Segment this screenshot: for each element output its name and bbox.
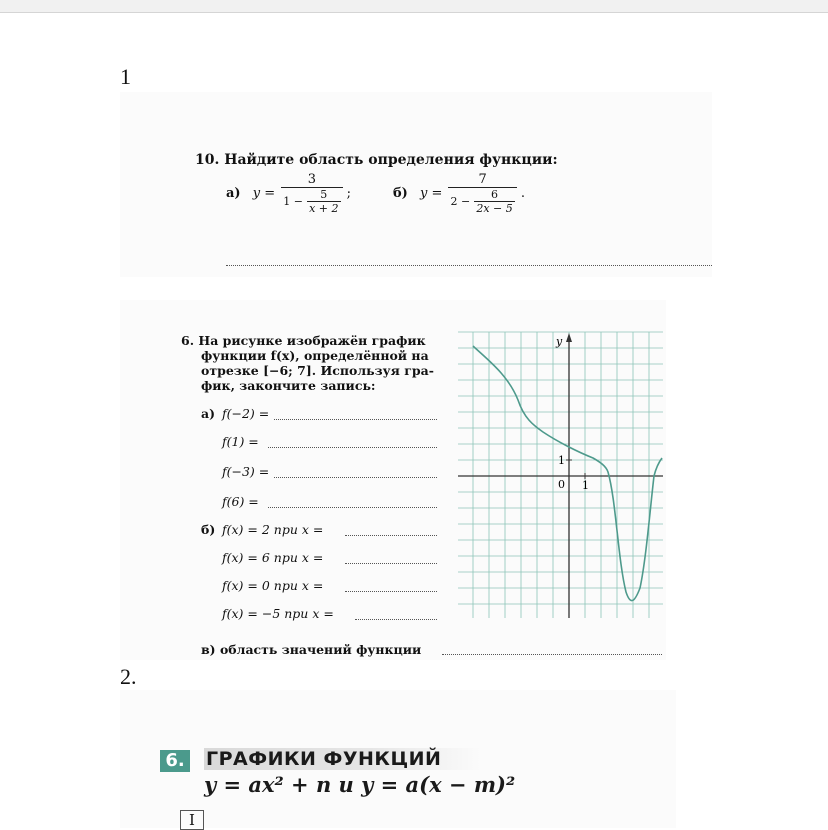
x-tick-1: 1 <box>582 479 589 492</box>
problem10-a-den-left: 1 − <box>283 195 303 208</box>
part-b-line-1 <box>345 535 437 536</box>
problem6-intro-2: функции f(x), определённой на <box>201 348 429 363</box>
problem10-a-num: 3 <box>281 172 342 188</box>
problem10-a-inner-num: 5 <box>307 188 340 202</box>
label-2: 2. <box>120 664 137 689</box>
part-a-prefix: а) <box>201 406 216 421</box>
part-a-item-3: f(−3) = <box>222 464 270 479</box>
part-c-line <box>442 654 662 655</box>
part-c-label: в) область значений функции <box>201 642 422 657</box>
problem10-a-inner-den: x + 2 <box>309 202 339 215</box>
problem6-intro-3: отрезке [−6; 7]. Используя гра- <box>201 363 434 378</box>
problem6-intro-1: 6. На рисунке изображён график <box>181 333 426 348</box>
problem10-a <box>226 172 351 215</box>
problem10-b-den <box>448 188 516 215</box>
problem10-b-prefix: б) <box>393 186 408 201</box>
part-b-line-4 <box>355 619 437 620</box>
y-axis-label: y <box>556 335 563 348</box>
part-b-line-3 <box>345 591 437 592</box>
problem10-b-num: 7 <box>448 172 516 188</box>
function-graph <box>458 330 663 618</box>
part-b-item-4: f(x) = −5 при x = <box>222 606 334 621</box>
part-a-line-2 <box>268 447 437 448</box>
graph-grid <box>458 332 663 618</box>
y-axis-arrow-icon <box>566 333 572 342</box>
part-b-line-2 <box>345 563 437 564</box>
part-a-item-1: f(−2) = <box>222 406 270 421</box>
y-tick-1: 1 <box>558 454 565 467</box>
problem10-title: 10. Найдите область определения функции: <box>195 152 558 168</box>
problem10-a-inner-fraction <box>307 188 340 215</box>
part-b-item-1: f(x) = 2 при x = <box>222 522 324 537</box>
problem10-b-end: . <box>520 186 526 201</box>
problem10-a-den <box>281 188 342 215</box>
problem10-b <box>393 172 525 215</box>
label-1: 1 <box>120 64 131 89</box>
problem10-a-y: y = <box>252 186 276 201</box>
function-curve <box>473 346 662 601</box>
part-b-item-2: f(x) = 6 при x = <box>222 550 324 565</box>
problem10-b-fraction <box>448 172 516 215</box>
part-a-item-4: f(6) = <box>222 494 259 509</box>
problem10-a-fraction <box>281 172 342 215</box>
part-a-line-4 <box>268 507 437 508</box>
problem10-a-end: ; <box>346 186 352 201</box>
problem10-b-inner-num: 6 <box>474 188 514 202</box>
top-bar <box>0 0 828 13</box>
part-a-line-3 <box>274 477 437 478</box>
roman-numeral-box: I <box>180 810 204 830</box>
section-formula: y = ax² + n и y = a(x − m)² <box>204 772 516 797</box>
answer-line-10 <box>226 265 712 266</box>
part-b-prefix: б) <box>201 522 216 537</box>
part-b-item-3: f(x) = 0 при x = <box>222 578 324 593</box>
part-a-item-2: f(1) = <box>222 434 259 449</box>
problem10-b-inner-den: 2x − 5 <box>476 202 513 215</box>
section-title: ГРАФИКИ ФУНКЦИЙ <box>204 748 481 770</box>
part-a-line-1 <box>274 419 437 420</box>
problem10-a-prefix: а) <box>226 186 241 201</box>
problem10-b-inner-fraction <box>474 188 514 215</box>
problem6-intro-4: фик, закончите запись: <box>201 378 376 393</box>
problem10-b-y: y = <box>419 186 443 201</box>
section-number-badge: 6. <box>160 750 190 772</box>
problem10-b-den-left: 2 − <box>450 195 471 208</box>
origin-label: 0 <box>558 478 565 491</box>
